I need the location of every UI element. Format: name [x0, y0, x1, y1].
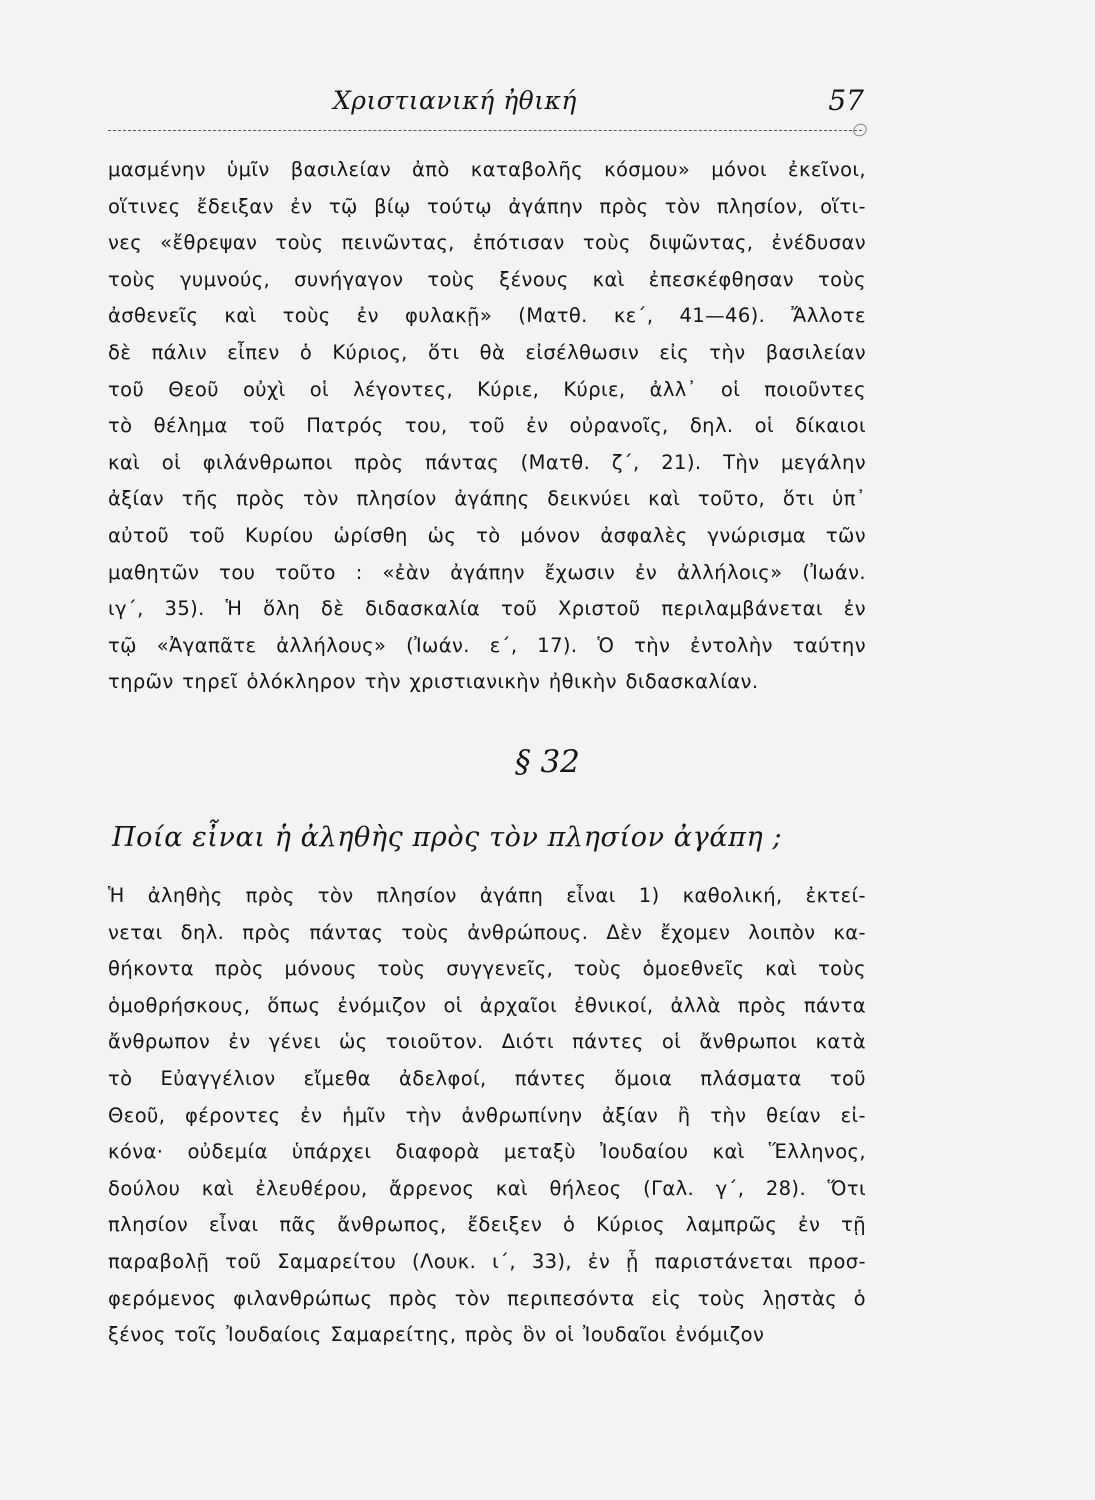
text-line: δούλου καὶ ἐλευθέρου, ἄρρενος καὶ θήλεος (Γαλ. γ΄, 28). Ὅτι — [108, 1176, 866, 1200]
text-line: τοὺς γυμνούς, συνήγαγον τοὺς ξένους καὶ ἐπεσκέφθησαν τοὺς — [108, 267, 866, 291]
header-rule — [108, 130, 862, 131]
text-line: ἄνθρωπον ἐν γένει ὡς τοιοῦτον. Διότι πάντες οἱ ἄνθρωποι κατὰ — [108, 1030, 866, 1054]
running-title: Χριστιανική ἠθική — [333, 86, 577, 115]
paragraph-body — [108, 878, 866, 1354]
text-line: οἵτινες ἔδειξαν ἐν τῷ βίῳ τούτῳ ἀγάπην πρὸς τὸν πλησίον, οἵτι- — [108, 194, 866, 218]
text-line: ιγ΄, 35). Ἡ ὅλη δὲ διδασκαλία τοῦ Χριστοῦ περιλαμβάνεται ἐν — [108, 597, 866, 621]
text-line: μαθητῶν του τοῦτο : «ἐὰν ἀγάπην ἔχωσιν ἐν ἀλλήλοις» (Ἰωάν. — [108, 560, 866, 584]
section-number: § 32 — [515, 744, 580, 780]
text-line: Ἡ ἀληθὴς πρὸς τὸν πλησίον ἀγάπη εἶναι 1) καθολική, ἐκτεί- — [108, 884, 866, 907]
paragraph-continuation — [108, 152, 866, 701]
page-number: 57 — [828, 84, 864, 117]
text-line: παραβολῇ τοῦ Σαμαρείτου (Λουκ. ι΄, 33), ἐν ᾗ παριστάνεται προσ- — [108, 1249, 866, 1273]
text-line: ἀξίαν τῆς πρὸς τὸν πλησίον ἀγάπης δεικνύει καὶ τοῦτο, ὅτι ὑπ᾽ — [108, 487, 866, 511]
text-line: μασμένην ὑμῖν βασιλείαν ἀπὸ καταβολῆς κόσμου» μόνοι ἐκεῖνοι, — [108, 158, 866, 181]
section-heading: Ποία εἶναι ἡ ἀληθὴς πρὸς τὸν πλησίον ἀγάπη ; — [112, 822, 783, 853]
text-line: καὶ οἱ φιλάνθρωποι πρὸς πάντας (Ματθ. ζ΄, 21). Τὴν μεγάλην — [108, 450, 866, 474]
text-line: δὲ πάλιν εἶπεν ὁ Κύριος, ὅτι θὰ εἰσέλθωσιν εἰς τὴν βασιλείαν — [108, 340, 866, 364]
text-line: κόνα· οὐδεμία ὑπάρχει διαφορὰ μεταξὺ Ἰουδαίου καὶ Ἕλληνος, — [108, 1140, 866, 1164]
text-line: φερόμενος φιλανθρώπως πρὸς τὸν περιπεσόντα εἰς τοὺς λῃστὰς ὁ — [108, 1286, 866, 1310]
text-line: αὐτοῦ τοῦ Κυρίου ὡρίσθη ὡς τὸ μόνον ἀσφαλὲς γνώρισμα τῶν — [108, 523, 866, 547]
text-line: ἀσθενεῖς καὶ τοὺς ἐν φυλακῇ» (Ματθ. κε΄, 41—46). Ἄλλοτε — [108, 304, 866, 328]
text-line: τοῦ Θεοῦ οὐχὶ οἱ λέγοντες, Κύριε, Κύριε, ἀλλ᾽ οἱ ποιοῦντες — [108, 377, 866, 401]
text-line: τῷ «Ἀγαπᾶτε ἀλλήλους» (Ἰωάν. ε΄, 17). Ὁ τὴν ἐντολὴν ταύτην — [108, 633, 866, 657]
text-line: νες «ἔθρεψαν τοὺς πεινῶντας, ἐπότισαν τοὺς διψῶντας, ἐνέδυσαν — [108, 231, 866, 255]
text-line: τηρῶν τηρεῖ ὁλόκληρον τὴν χριστιανικὴν ἠθικὴν διδασκαλίαν. — [108, 670, 759, 694]
text-line: πλησίον εἶναι πᾶς ἄνθρωπος, ἔδειξεν ὁ Κύριος λαμπρῶς ἐν τῇ — [108, 1213, 866, 1237]
text-line: ξένος τοῖς Ἰουδαίοις Σαμαρείτης, πρὸς ὃν οἱ Ἰουδαῖοι ἐνόμιζον — [108, 1323, 765, 1347]
text-line: τὸ θέλημα τοῦ Πατρός του, τοῦ ἐν οὐρανοῖς, δηλ. οἱ δίκαιοι — [108, 414, 866, 438]
running-head — [108, 86, 868, 126]
text-line: ὁμοθρήσκους, ὅπως ἐνόμιζον οἱ ἀρχαῖοι ἐθνικοί, ἀλλὰ πρὸς πάντα — [108, 993, 866, 1017]
text-line: τὸ Εὐαγγέλιον εἴμεθα ἀδελφοί, πάντες ὅμοια πλάσματα τοῦ — [108, 1066, 866, 1090]
text-line: νεται δηλ. πρὸς πάντας τοὺς ἀνθρώπους. Δὲν ἔχομεν λοιπὸν κα- — [108, 920, 866, 944]
text-line: Θεοῦ, φέροντες ἐν ἡμῖν τὴν ἀνθρωπίνην ἀξίαν ἢ τὴν θείαν εἰ- — [108, 1103, 866, 1127]
text-line: θήκοντα πρὸς μόνους τοὺς συγγενεῖς, τοὺς ὁμοεθνεῖς καὶ τοὺς — [108, 957, 866, 981]
